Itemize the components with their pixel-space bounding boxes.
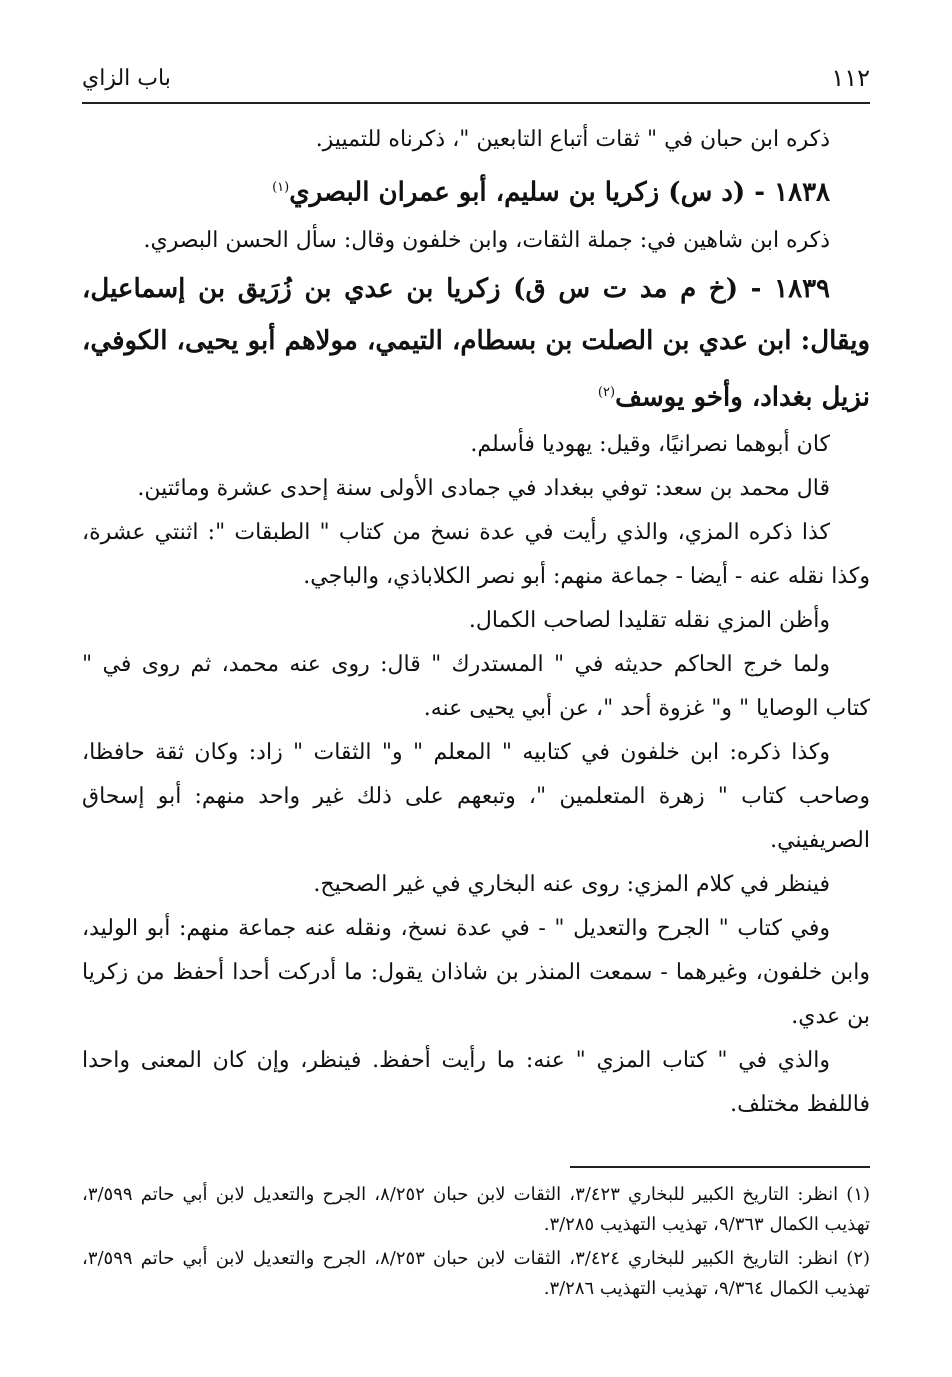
paragraph: كان أبوهما نصرانيًا، وقيل: يهوديا فأسلم. [470,432,830,458]
paragraph: والذي في " كتاب المزي " عنه: ما رأيت أحفظ. فينظر، وإن كان المعنى واحدا فاللفظ مختلف. [82,1048,870,1118]
main-text [82,118,870,1127]
paragraph: ولما خرج الحاكم حديثه في " المستدرك " قال: روى عنه محمد، ثم روى في " كتاب الوصايا " و" غزوة أحد "، عن أبي يحيى عنه. [82,652,870,722]
entry-heading-1838 [82,162,870,219]
paragraph: وأظن المزي نقله تقليدا لصاحب الكمال. [468,608,830,634]
paragraph: وكذا ذكره: ابن خلفون في كتابيه " المعلم " و" الثقات " زاد: وكان ثقة حافظا، وصاحب كتاب " زهرة المتعلمين "، وتبعهم على ذلك غير واحد منهم: أبو إسحاق الصريفيني. [82,740,870,854]
paragraph: فينظر في كلام المزي: روى عنه البخاري في غير الصحيح. [313,872,830,898]
page-header [82,62,870,104]
footnotes [82,1180,870,1308]
footnote-marker: (١) [272,180,290,195]
paragraph: ذكره ابن شاهين في: جملة الثقات، وابن خلفون وقال: سأل الحسن البصري. [143,227,830,253]
footnote-marker: (٢) [597,384,616,400]
entry-heading-text: ١٨٣٨ - (د س) زكريا بن سليم، أبو عمران البصري [289,177,830,208]
footnote-1: (١) انظر: التاريخ الكبير للبخاري ٣/٤٢٣، الثقات لابن حبان ٨/٢٥٢، الجرح والتعديل لابن أبي حاتم ٣/٥٩٩، تهذيب الكمال ٩/٣٦٣، تهذيب التهذيب ٣/٢٨٥. [82,1184,871,1235]
entry-heading-text: ١٨٣٩ - (خ م مد ت س ق) زكريا بن عدي بن زُرَيق بن إسماعيل، ويقال: ابن عدي بن الصلت بن بسطام، التيمي، مولاهم أبو يحيى، الكوفي، نزيل بغداد، وأخو يوسف [82,273,870,413]
paragraph: وفي كتاب " الجرح والتعديل " - في عدة نسخ، ونقله عنه جماعة منهم: أبو الوليد، وابن خلفون، وغيرهما - سمعت المنذر بن شاذان يقول: ما أدركت أحدا أحفظ من زكريا بن عدي. [82,916,870,1030]
footnote-2: (٢) انظر: التاريخ الكبير للبخاري ٣/٤٢٤، الثقات لابن حبان ٨/٢٥٣، الجرح والتعديل لابن أبي حاتم ٣/٥٩٩، تهذيب الكمال ٩/٣٦٤، تهذيب التهذيب ٣/٢٨٦. [82,1248,871,1299]
paragraph: ذكره ابن حبان في " ثقات أتباع التابعين "، ذكرناه للتمييز. [315,127,830,152]
chapter-title: باب الزاي [82,66,171,91]
paragraph: كذا ذكره المزي، والذي رأيت في عدة نسخ من كتاب " الطبقات ": اثنتي عشرة، وكذا نقله عنه - أيضا - جماعة منهم: أبو نصر الكلاباذي، والباجي. [82,520,870,590]
paragraph: قال محمد بن سعد: توفي ببغداد في جمادى الأولى سنة إحدى عشرة ومائتين. [137,476,830,502]
entry-heading-1839 [82,263,870,424]
footnote-divider [570,1166,870,1168]
page-number: ١١٢ [831,64,870,92]
